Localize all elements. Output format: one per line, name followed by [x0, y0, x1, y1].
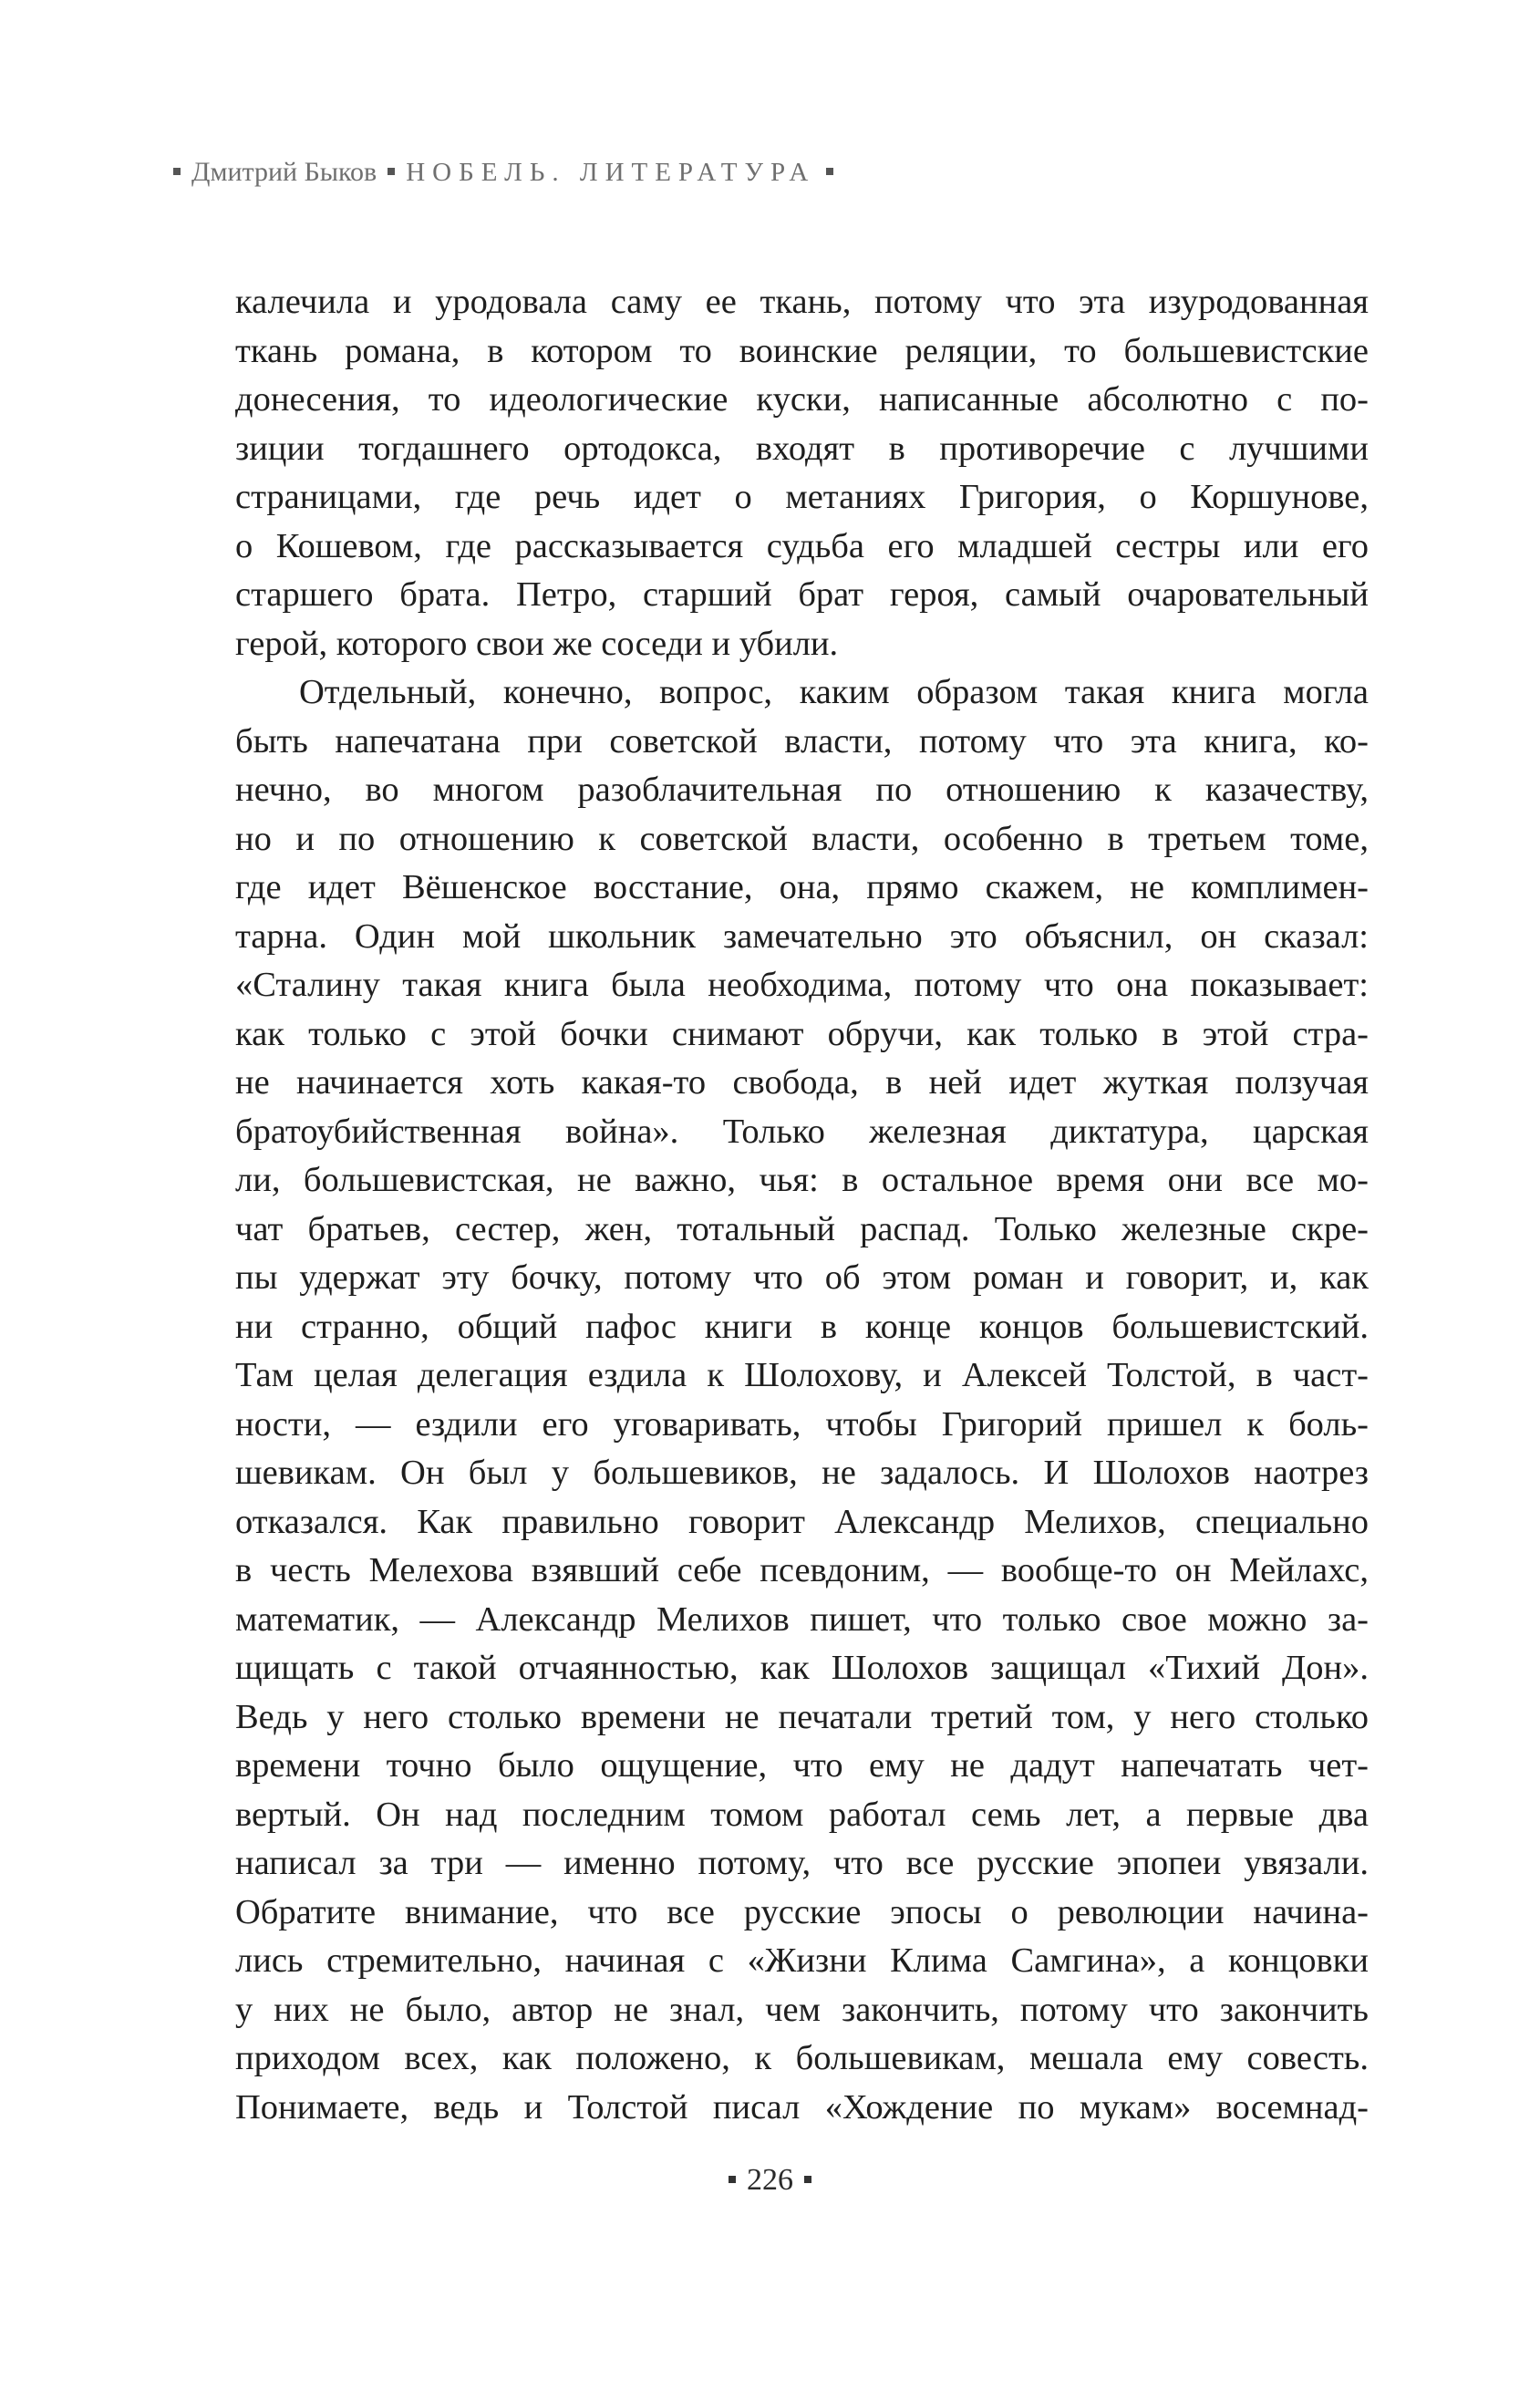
- text-line: «Сталину такая книга была необходима, потому что она показывает:: [235, 966, 1369, 1004]
- text-line: страницами, где речь идет о метаниях Григория, о Коршунове,: [235, 478, 1369, 516]
- bullet-square-icon: [173, 168, 181, 175]
- page-footer: [0, 2163, 1540, 2198]
- text-line: Обратите внимание, что все русские эпосы о революции начина-: [235, 1892, 1369, 1931]
- text-line: зиции тогдашнего ортодокса, входят в противоречие с лучшими: [235, 429, 1369, 468]
- text-line: вертый. Он над последним томом работал семь лет, а первые два: [235, 1795, 1369, 1834]
- text-line: быть напечатана при советской власти, потому что эта книга, ко-: [235, 721, 1369, 761]
- paragraph-1: [235, 278, 1369, 668]
- text-line: тарна. Один мой школьник замечательно это объяснил, он сказал:: [235, 916, 1369, 956]
- text-line: ни странно, общий пафос книги в конце концов большевистский.: [235, 1307, 1369, 1346]
- text-line: ткань романа, в котором то воинские реляции, то большевистские: [235, 331, 1369, 370]
- text-line: нечно, во многом разоблачительная по отношению к казачеству,: [235, 771, 1369, 809]
- text-line: братоубийственная война». Только железная диктатура, царская: [235, 1112, 1369, 1151]
- text-line: в честь Мелехова взявший себе псевдоним, — вообще-то он Мейлахс,: [235, 1551, 1369, 1589]
- bullet-square-icon: [804, 2176, 811, 2183]
- header-book-title: НОБЕЛЬ. ЛИТЕРАТУРА: [406, 157, 816, 187]
- text-line: времени точно было ощущение, что ему не дадут напечатать чет-: [235, 1746, 1369, 1785]
- text-line: ности, — ездили его уговаривать, чтобы Григорий пришел к боль-: [235, 1404, 1369, 1444]
- text-line: калечила и уродовала саму ее ткань, потому что эта изуродованная: [235, 283, 1369, 321]
- text-line: Там целая делегация ездила к Шолохову, и Алексей Толстой, в част-: [235, 1356, 1369, 1394]
- header-author: Дмитрий Быков: [191, 157, 377, 187]
- text-line: написал за три — именно потому, что все русские эпопеи увязали.: [235, 1844, 1369, 1882]
- running-head: [173, 157, 844, 188]
- paragraph-2: [235, 668, 1369, 2132]
- text-line: герой, которого свои же соседи и убили.: [235, 624, 839, 663]
- text-line: о Кошевом, где рассказывается судьба его младшей сестры или его: [235, 526, 1369, 565]
- bullet-square-icon: [729, 2176, 736, 2183]
- text-line: у них не было, автор не знал, чем закончить, потому что закончить: [235, 1990, 1369, 2029]
- text-line: ли, большевистская, не важно, чья: в остальное время они все мо-: [235, 1161, 1369, 1199]
- text-line: Ведь у него столько времени не печатали третий том, у него столько: [235, 1697, 1369, 1736]
- text-line: отказался. Как правильно говорит Александр Мелихов, специально: [235, 1502, 1369, 1541]
- text-line: пы удержат эту бочку, потому что об этом роман и говорит, и, как: [235, 1258, 1369, 1297]
- text-line: старшего брата. Петро, старший брат героя, самый очаровательный: [235, 575, 1369, 614]
- text-line: донесения, то идеологические куски, написанные абсолютно с по-: [235, 380, 1369, 419]
- page-number: 226: [747, 2163, 793, 2197]
- page-body: [235, 278, 1369, 2132]
- text-line: щищать с такой отчаянностью, как Шолохов защищал «Тихий Дон».: [235, 1649, 1369, 1687]
- text-line: шевикам. Он был у большевиков, не задалось. И Шолохов наотрез: [235, 1454, 1369, 1492]
- bullet-square-icon: [388, 168, 395, 175]
- text-line: где идет Вёшенское восстание, она, прямо скажем, не комплимен-: [235, 868, 1369, 906]
- bullet-square-icon: [826, 168, 833, 175]
- text-line: чат братьев, сестер, жен, тотальный распад. Только железные скре-: [235, 1209, 1369, 1248]
- text-line: не начинается хоть какая-то свобода, в ней идет жуткая ползучая: [235, 1063, 1369, 1102]
- text-line: Отдельный, конечно, вопрос, каким образом такая книга могла: [299, 673, 1369, 711]
- text-line: математик, — Александр Мелихов пишет, что только свое можно за-: [235, 1599, 1369, 1639]
- text-line: как только с этой бочки снимают обручи, как только в этой стра-: [235, 1014, 1369, 1053]
- text-line: но и по отношению к советской власти, особенно в третьем томе,: [235, 819, 1369, 858]
- text-line: лись стремительно, начиная с «Жизни Клима Самгина», а концовки: [235, 1941, 1369, 1980]
- text-line: Понимаете, ведь и Толстой писал «Хождение по мукам» восемнад-: [235, 2087, 1369, 2127]
- text-line: приходом всех, как положено, к большевикам, мешала ему совесть.: [235, 2039, 1369, 2077]
